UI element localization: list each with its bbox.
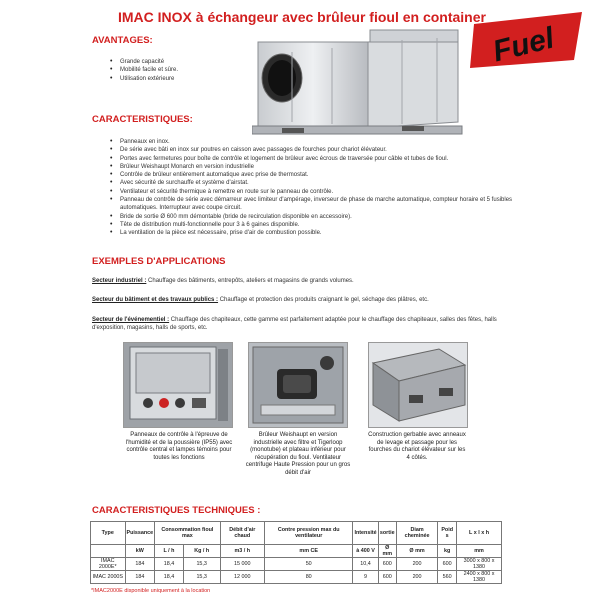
list-item: • Bride de sortie Ø 600 mm démontable (bride de recirculation disponible en accessoire). <box>110 213 520 221</box>
table-header-row <box>91 522 502 545</box>
avantages-heading: AVANTAGES: <box>92 35 153 46</box>
exemple-evenementiel <box>92 316 512 332</box>
list-item: • Mobilité facile et sûre. <box>110 66 260 74</box>
exemples-heading: EXEMPLES D'APPLICATIONS <box>92 256 226 267</box>
table-header: L x l x h <box>457 522 502 545</box>
list-item: • Contrôle de brûleur entièrement automatique avec prise de thermostat. <box>110 171 520 179</box>
exemple-text: Chauffage des chapiteaux, cette gamme est parfaitement adaptée pour le chauffage des chapiteaux, salles des fêtes, halls d'exposition, magasins, halls de sports, etc. <box>92 317 497 331</box>
exemple-batiment <box>92 296 512 304</box>
list-item: • Panneau de contrôle de série avec démarreur avec limiteur d'ampérage, inverseur de phase de marche automatique, compteur horaire et 5 fusibles automatiques. Interrupteur avec coupe circuit. <box>110 196 520 213</box>
table-cell: 50 <box>264 558 353 571</box>
list-item: • Utilisation extérieure <box>110 75 260 83</box>
list-item: • Grande capacité <box>110 58 260 66</box>
table-cell: 600 <box>378 571 396 584</box>
table-header: Débit d'air chaud <box>220 522 264 545</box>
exemple-text: Chauffage et protection des produits craignant le gel, séchage des plâtres, etc. <box>218 297 429 303</box>
burner-caption: Brûleur Weishaupt en version industrielle avec filtre et Tigerloop (monotube) et plateau inférieur pour récupération du fioul. Ventilateur centrifuge Haute Pression pour un gros débit d'air <box>245 432 351 476</box>
exemple-label: Secteur de l'événementiel : <box>92 317 170 323</box>
table-header: sortie <box>378 522 396 545</box>
table-unit: kW <box>125 545 155 558</box>
table-cell: 18,4 <box>155 558 184 571</box>
list-item: • Ventilateur et sécurité thermique à remettre en route sur le panneau de contrôle. <box>110 188 520 196</box>
table-cell: 600 <box>378 558 396 571</box>
exemple-industriel <box>92 277 512 285</box>
table-header: Intensité <box>353 522 378 545</box>
table-cell: 184 <box>125 558 155 571</box>
table-unit: kg <box>438 545 457 558</box>
control-panel-photo <box>123 342 233 428</box>
table-unit: L / h <box>155 545 184 558</box>
list-item: • Panneaux en inox. <box>110 138 520 146</box>
table-cell: IMAC 2000E* <box>91 558 126 571</box>
table-cell: 600 <box>438 558 457 571</box>
burner-photo <box>248 342 348 428</box>
table-cell: 200 <box>396 558 437 571</box>
table-cell: 15 000 <box>220 558 264 571</box>
list-item: • Brûleur Weishaupt Monarch en version industrielle <box>110 163 520 171</box>
tech-table <box>90 521 502 584</box>
stacking-photo <box>368 342 468 428</box>
caracteristiques-heading: CARACTERISTIQUES: <box>92 114 193 125</box>
exemple-label: Secteur du bâtiment et des travaux publics : <box>92 297 219 303</box>
fuel-logo-text: Fuel <box>489 21 558 69</box>
table-header: Type <box>91 522 126 545</box>
table-cell: 2400 x 800 x 1380 <box>457 571 502 584</box>
table-header: Diam cheminée <box>396 522 437 545</box>
list-item: • Tête de distribution multi-fonctionnelle pour 3 à 6 gaines disponible. <box>110 221 520 229</box>
table-header: Consommation fioul max <box>155 522 220 545</box>
fuel-logo <box>470 10 590 70</box>
table-cell: 560 <box>438 571 457 584</box>
table-cell: IMAC 2000S <box>91 571 126 584</box>
table-row <box>91 558 502 571</box>
table-unit: mm <box>457 545 502 558</box>
list-item: • La ventilation de la pièce est nécessaire, prise d'air de combustion possible. <box>110 229 520 237</box>
table-header: Puissance <box>125 522 155 545</box>
table-units-row <box>91 545 502 558</box>
table-cell: 15,3 <box>183 571 220 584</box>
table-cell: 10,4 <box>353 558 378 571</box>
table-header: Contre pression max du ventilateur <box>264 522 353 545</box>
table-unit: mm CE <box>264 545 353 558</box>
stacking-caption: Construction gerbable avec anneaux de levage et passage pour les fourches du chariot élévateur sur les 4 côtés. <box>368 432 466 461</box>
avantages-list <box>110 58 260 83</box>
table-unit: Ø mm <box>396 545 437 558</box>
tech-heading: CARACTERISTIQUES TECHNIQUES : <box>92 505 261 516</box>
table-unit: Kg / h <box>183 545 220 558</box>
table-row <box>91 571 502 584</box>
page-title: IMAC INOX à échangeur avec brûleur fioul en container <box>118 9 486 25</box>
product-image <box>252 22 470 140</box>
control-panel-caption: Panneaux de contrôle à l'épreuve de l'humidité et de la poussière (IP55) avec contrôle central et lampes témoins pour toutes les fonctions <box>125 432 233 461</box>
caracteristiques-list <box>110 138 520 238</box>
table-cell: 184 <box>125 571 155 584</box>
list-item: • De série avec bâti en inox sur poutres en caisson avec passages de fourches pour chariot élévateur. <box>110 146 520 154</box>
table-cell: 200 <box>396 571 437 584</box>
exemple-label: Secteur industriel : <box>92 278 147 284</box>
table-cell: 80 <box>264 571 353 584</box>
list-item: • Portes avec fermetures pour boîte de contrôle et logement de brûleur avec écrous de traversée pour câble et tubes de fioul. <box>110 155 520 163</box>
footnote: *IMAC2000E disponible uniquement à la location <box>91 588 211 594</box>
table-cell: 3000 x 800 x 1380 <box>457 558 502 571</box>
table-cell: 12 000 <box>220 571 264 584</box>
table-header: Poid s <box>438 522 457 545</box>
table-unit: Ø mm <box>378 545 396 558</box>
table-cell: 9 <box>353 571 378 584</box>
exemple-text: Chauffage des bâtiments, entrepôts, ateliers et magasins de grands volumes. <box>146 278 354 284</box>
table-unit: à 400 V <box>353 545 378 558</box>
table-unit: m3 / h <box>220 545 264 558</box>
list-item: • Avec sécurité de surchauffe et système d'airstat. <box>110 179 520 187</box>
table-cell: 18,4 <box>155 571 184 584</box>
table-cell: 15,3 <box>183 558 220 571</box>
table-unit <box>91 545 126 558</box>
